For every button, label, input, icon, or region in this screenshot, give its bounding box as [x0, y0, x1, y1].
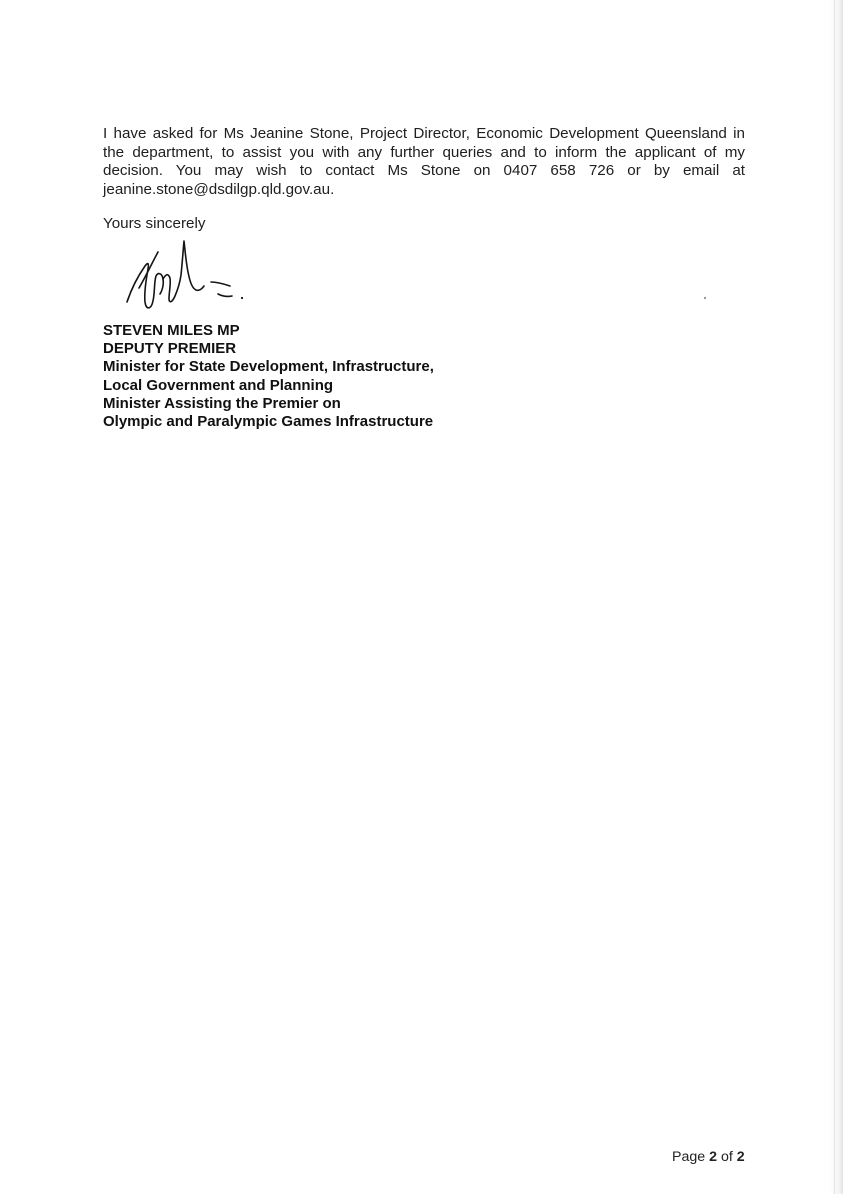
signatory-name: STEVEN MILES MP	[103, 322, 240, 339]
signatory-role-4: Olympic and Paralympic Games Infrastructure	[103, 413, 434, 431]
handwritten-signature	[118, 232, 258, 316]
page-number-current: 2	[709, 1149, 717, 1165]
signature-stroke-3	[163, 241, 204, 302]
page-edge-shadow	[829, 0, 843, 1194]
body-paragraph	[103, 125, 745, 199]
page-number-prefix: Page	[672, 1149, 706, 1165]
signatory-role-3: Minister Assisting the Premier on	[103, 394, 341, 412]
page-number-separator: of	[720, 1149, 733, 1165]
signature-stroke-5	[218, 294, 232, 296]
body-line-1: I have asked for Ms Jeanine Stone, Project Director, Economic Development Queensland in	[103, 125, 745, 142]
closing-salutation: Yours sincerely	[103, 215, 206, 232]
page-number	[672, 1149, 745, 1165]
page-number-total: 2	[736, 1149, 745, 1165]
body-line-2: the department, to assist you with any further queries and to inform the applicant of my	[103, 143, 745, 161]
scan-speck	[704, 297, 706, 299]
signature-block	[103, 322, 434, 431]
signatory-role-1: Minister for State Development, Infrastructure,	[103, 358, 434, 376]
signatory-role-2: Local Government and Planning	[103, 376, 334, 394]
body-line-email: jeanine.stone@dsdilgp.qld.gov.au.	[103, 180, 335, 198]
signature-stroke-1	[127, 264, 163, 308]
signature-dot	[241, 297, 243, 299]
signatory-title: DEPUTY PREMIER	[103, 340, 237, 358]
signature-stroke-4	[211, 282, 230, 286]
body-line-3: decision. You may wish to contact Ms Stone on 0407 658 726 or by email at	[103, 162, 745, 180]
